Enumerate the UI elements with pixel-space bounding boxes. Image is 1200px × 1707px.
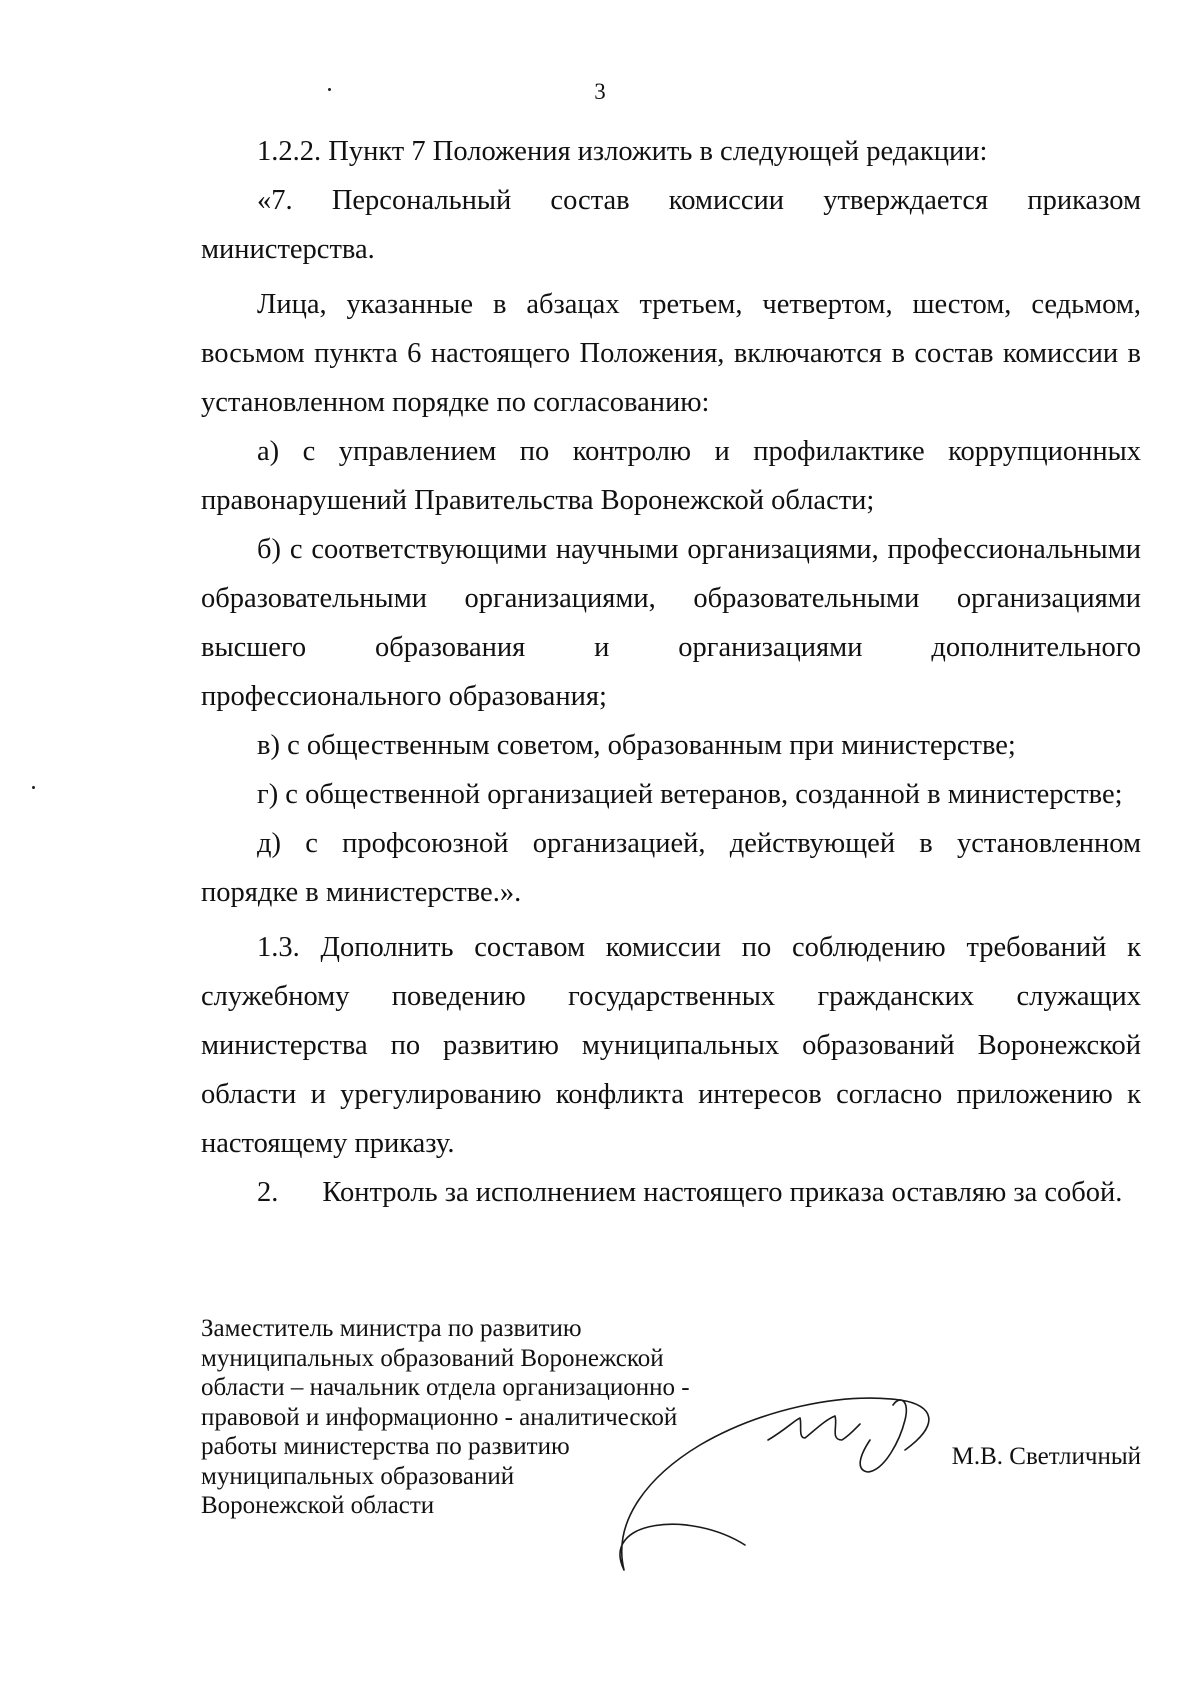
paragraph-2-text: Контроль за исполнением настоящего приказа оставляю за собой. bbox=[322, 1177, 1123, 1208]
paragraph-persons: Лица, указанные в абзацах третьем, четвертом, шестом, седьмом, восьмом пункта 6 настоящего Положения, включаются в состав комиссии в установленном порядке по согласованию: bbox=[201, 289, 1141, 418]
signature-loop bbox=[860, 1400, 906, 1472]
paragraph-g: г) с общественной организацией ветеранов, созданной в министерстве; bbox=[257, 779, 1123, 810]
paragraph-b: б) с соответствующими научными организациями, профессиональными образовательными организациями, образовательными организациями высшего образования и организациями дополнительного профессионального образования; bbox=[201, 534, 1141, 712]
paragraph-d: д) с профсоюзной организацией, действующей в установленном порядке в министерстве.». bbox=[201, 828, 1141, 908]
page-number: 3 bbox=[594, 79, 606, 104]
paragraph-1-3: 1.3. Дополнить составом комиссии по соблюдению требований к служебному поведению государственных гражданских служащих министерства по развитию муниципальных образований Воронежской области и урегулированию конфликта интересов согласно приложению к настоящему приказу. bbox=[201, 932, 1141, 1159]
document-body bbox=[201, 127, 1141, 1217]
paragraph-2-number: 2. bbox=[257, 1177, 279, 1208]
signatory-title-line: Воронежской области bbox=[201, 1492, 435, 1519]
signatory-title-line: правовой и информационно - аналитической bbox=[201, 1403, 678, 1431]
paragraph-v: в) с общественным советом, образованным при министерстве; bbox=[257, 730, 1016, 761]
signatory-title bbox=[201, 1314, 821, 1521]
signatory-name: М.В. Светличный bbox=[951, 1443, 1141, 1470]
paragraph-item-7: «7. Персональный состав комиссии утверждается приказом министерства. bbox=[201, 185, 1141, 265]
scan-speck bbox=[32, 786, 35, 789]
signatory-title-line: муниципальных образований Воронежской bbox=[201, 1344, 664, 1372]
signatory-title-line: муниципальных образований bbox=[201, 1462, 515, 1490]
signatory-title-line: Заместитель министра по развитию bbox=[201, 1315, 582, 1342]
paragraph-1-2-2: 1.2.2. Пункт 7 Положения изложить в следующей редакции: bbox=[257, 136, 988, 167]
paragraph-2 bbox=[201, 1168, 1141, 1217]
signatory-title-line: работы министерства по развитию bbox=[201, 1433, 570, 1460]
paragraph-a: а) с управлением по контролю и профилактике коррупционных правонарушений Правительства Воронежской области; bbox=[201, 436, 1141, 516]
signatory-title-line: области – начальник отдела организационно - bbox=[201, 1374, 690, 1401]
